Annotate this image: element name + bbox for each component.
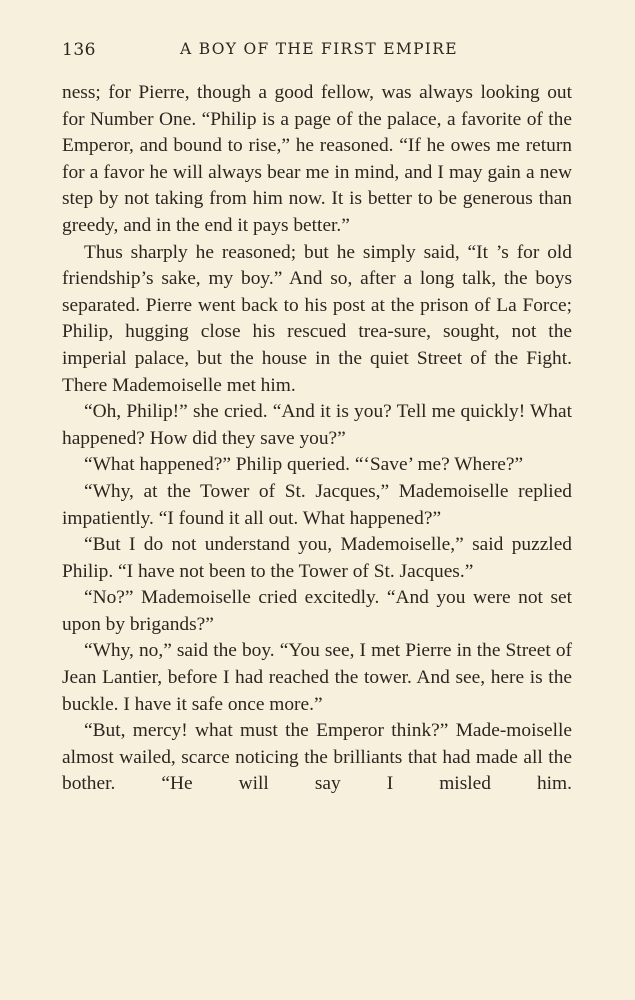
- paragraph-7: “No?” Mademoiselle cried excitedly. “And you were not set upon by brigands?”: [62, 587, 572, 635]
- paragraph-9: “But, mercy! what must the Emperor think?” Made-moiselle almost wailed, scarce noticing the brilliants that had made all the bother. “He will say I misled him.: [62, 720, 572, 795]
- page-number: 136: [62, 40, 96, 60]
- paragraph-5: “Why, at the Tower of St. Jacques,” Mademoiselle replied impatiently. “I found it all out. What happened?”: [62, 480, 572, 529]
- paragraph-4: “What happened?” Philip queried. “‘Save’ me? Where?”: [84, 454, 524, 476]
- paragraph-3: “Oh, Philip!” she cried. “And it is you? Tell me quickly! What happened? How did they save you?”: [62, 401, 572, 449]
- body-text: [62, 80, 572, 798]
- paragraph-6: “But I do not understand you, Mademoiselle,” said puzzled Philip. “I have not been to the Tower of St. Jacques.”: [62, 534, 572, 582]
- paragraph-8: “Why, no,” said the boy. “You see, I met Pierre in the Street of Jean Lantier, before I had reached the tower. And see, here is the buckle. I have it safe once more.”: [62, 640, 572, 715]
- paragraph-1: ness; for Pierre, though a good fellow, was always looking out for Number One. “Philip is a page of the palace, a favorite of the Emperor, and bound to rise,” he reasoned. “If he owes me return for a favor he will always bear me in mind, and I may gain a new step by not taking from him now. It is better to be generous than greedy, and in the end it pays better.”: [62, 82, 572, 236]
- paragraph-2: Thus sharply he reasoned; but he simply said, “It ’s for old friendship’s sake, my boy.” And so, after a long talk, the boys separated. Pierre went back to his post at the prison of La Force; Philip, hugging close his rescued trea-sure, sought, not the imperial palace, but the house in the quiet Street of the Fight. There Mademoiselle met him.: [62, 241, 572, 396]
- page-header: [62, 40, 574, 66]
- running-title: A BOY OF THE FIRST EMPIRE: [180, 40, 458, 58]
